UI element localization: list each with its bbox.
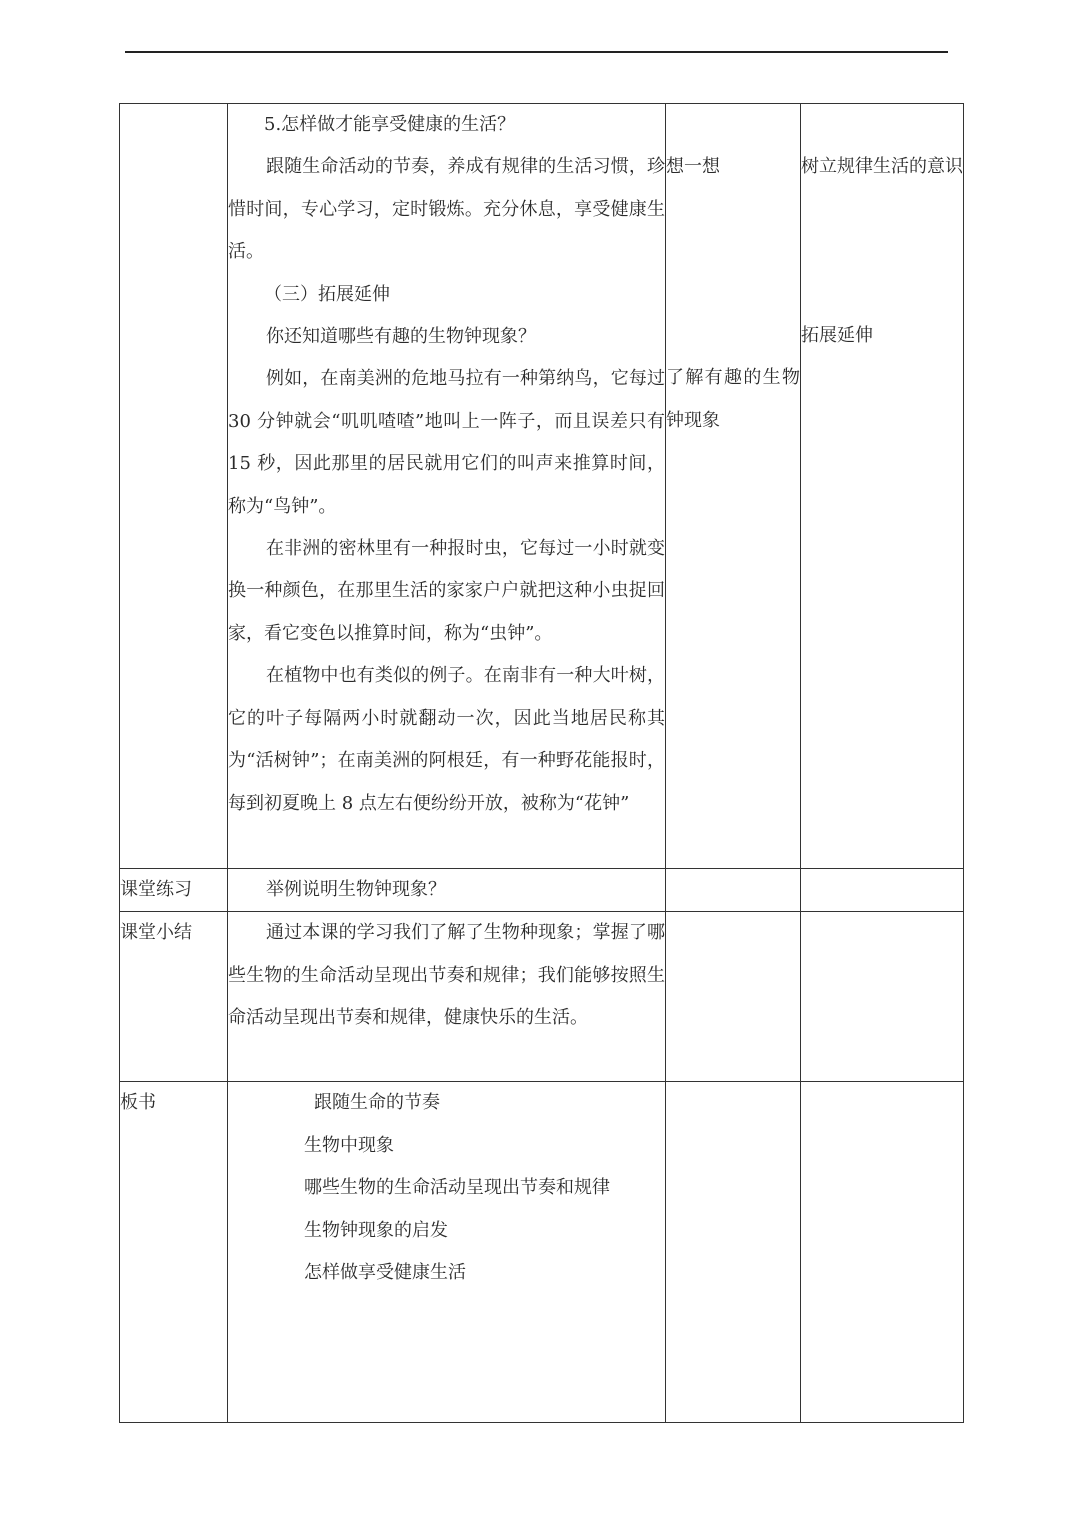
teaching-content-cell (228, 869, 666, 912)
table-row (120, 869, 964, 912)
activity-text: 了解有趣的生物钟现象 (666, 367, 800, 431)
table-row (120, 104, 964, 869)
question-heading: 5.怎样做才能享受健康的生活？ (264, 114, 516, 135)
content-paragraph: 在植物中也有类似的例子。在南非有一种大叶树，它的叶子每隔两小时就翻动一次，因此当地居民称其为“活树钟”；在南美洲的阿根廷，有一种野花能报时，每到初夏晚上 8 点左右便纷纷开放，被称为“花钟” (228, 665, 665, 814)
board-title: 跟随生命的节奏 (314, 1092, 440, 1114)
board-item: 生物中现象 (304, 1134, 394, 1156)
content-paragraph: 在非洲的密林里有一种报时虫，它每过一小时就变换一种颜色，在那里生活的家家户户就把这种小虫捉回家，看它变色以推算时间，称为“虫钟”。 (228, 538, 665, 644)
summary-text: 通过本课的学习我们了解了生物种现象；掌握了哪些生物的生命活动呈现出节奏和规律；我们能够按照生命活动呈现出节奏和规律，健康快乐的生活。 (228, 922, 665, 1029)
board-item: 生物钟现象的启发 (304, 1219, 448, 1241)
empty-cell (801, 869, 964, 912)
board-item: 哪些生物的生命活动呈现出节奏和规律 (304, 1177, 610, 1199)
content-paragraph: 例如，在南美洲的危地马拉有一种第纳鸟，它每过 30 分钟就会“叽叽喳喳”地叫上一阵子，而且误差只有 15 秒，因此那里的居民就用它们的叫声来推算时间，称为“鸟钟”。 (228, 368, 665, 517)
empty-cell (801, 912, 964, 1082)
purpose-text: 树立规律生活的意识 (801, 156, 963, 177)
teaching-content-cell (228, 104, 666, 869)
table-row (120, 1082, 964, 1423)
student-activity-cell (666, 104, 801, 869)
purpose-text: 拓展延伸 (801, 325, 873, 347)
empty-cell (666, 869, 801, 912)
design-purpose-cell (801, 104, 964, 869)
table-row (120, 912, 964, 1082)
exercise-text: 举例说明生物钟现象？ (266, 879, 446, 900)
empty-cell (801, 1082, 964, 1423)
empty-cell (666, 912, 801, 1082)
row-label: 课堂小结 (120, 912, 228, 1082)
board-writing-cell (228, 1082, 666, 1423)
row-label: 课堂练习 (120, 869, 228, 912)
section-heading: （三）拓展延伸 (264, 283, 390, 305)
empty-cell (666, 1082, 801, 1423)
content-paragraph: 你还知道哪些有趣的生物钟现象？ (266, 326, 536, 348)
row-label-cell (120, 104, 228, 869)
teaching-content-cell (228, 912, 666, 1082)
row-label: 板书 (120, 1082, 228, 1423)
activity-text: 想一想 (666, 156, 720, 177)
board-item: 怎样做享受健康生活 (304, 1262, 466, 1284)
lesson-plan-table (119, 103, 964, 1423)
content-paragraph: 跟随生命活动的节奏，养成有规律的生活习惯，珍惜时间，专心学习，定时锻炼。充分休息，享受健康生活。 (228, 156, 665, 263)
header-rule (125, 51, 948, 53)
